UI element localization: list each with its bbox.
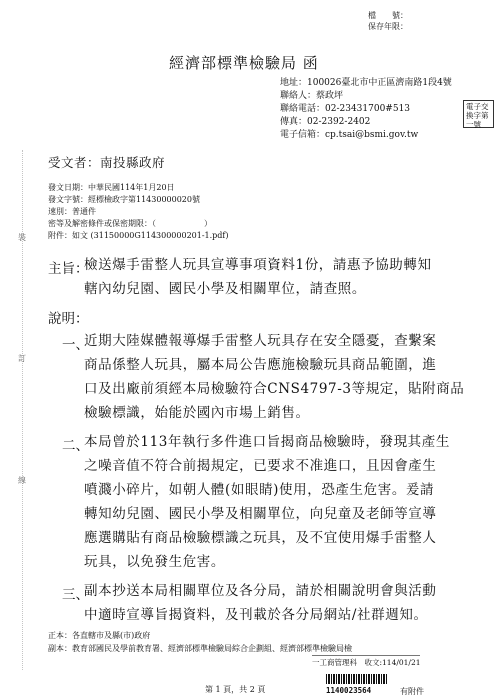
barcode xyxy=(326,674,388,684)
confidentiality: 密等及解密條件或保密期限：（ ） xyxy=(48,219,212,228)
explanation-item xyxy=(84,430,450,574)
recipient: 受文者：南投縣政府 xyxy=(48,155,166,170)
contact-address: 地址：100026臺北市中正區濟南路1段4號 xyxy=(280,78,452,88)
agency-title: 經濟部標準檢驗局 函 xyxy=(169,54,319,72)
item-line: 轉知幼兒園、國民小學及相關單位，向兒童及老師等宣導 xyxy=(84,506,437,522)
binding-line xyxy=(22,150,23,670)
electronic-exchange-seal: 電子交換字第一號 xyxy=(463,100,494,128)
item-line: 檢驗標識，始能於國內市場上銷售。 xyxy=(84,405,310,421)
explanation-label: 說明： xyxy=(48,311,89,327)
item-line: 副本抄送本局相關單位及各分局，請於相關說明會與活動 xyxy=(84,583,437,599)
item-line: 應選購貼有商品檢驗標識之玩具，及不宜使用爆手雷整人 xyxy=(84,530,437,546)
copy-recipients: 副本：教育部國民及學前教育署、經濟部標準檢驗局綜合企劃組、經濟部標準檢驗局檢 xyxy=(48,644,352,653)
margin-mark: 裝 xyxy=(18,233,26,242)
subject-line: 轄內幼兒園、國民小學及相關單位，請查照。 xyxy=(84,281,366,297)
subject-text xyxy=(84,253,444,301)
page-indicator: 第 1 頁，共 2 頁 xyxy=(205,685,266,694)
contact-email: 電子信箱：cp.tsai@bsmi.gov.tw xyxy=(280,130,419,140)
document-number: 發文字號：經標檢政字第11430000020號 xyxy=(48,195,200,204)
subject-label: 主旨： xyxy=(48,261,89,277)
attachment: 附件：如文 (31150000G114300000201-1.pdf) xyxy=(48,231,229,240)
document-serial: 1140023564 xyxy=(326,686,372,695)
item-line: 玩具，以免發生危害。 xyxy=(84,554,225,570)
subject-line: 檢送爆手雷整人玩具宣導事項資料1份，請惠予協助轉知 xyxy=(84,257,432,273)
explanation-item xyxy=(84,579,444,627)
contact-fax: 傳真：02-2392-2402 xyxy=(280,117,371,127)
item-number: 一、 xyxy=(62,337,89,353)
margin-mark: 線 xyxy=(18,476,26,485)
item-line: 口及出廠前須經本局檢驗符合CNS4797-3等規定，貼附商品 xyxy=(84,381,465,397)
item-line: 近期大陸媒體報導爆手雷整人玩具存在安全隱憂，查繫案 xyxy=(84,333,437,349)
margin-mark: 訂 xyxy=(18,354,26,363)
retention-label: 保存年限： xyxy=(368,22,408,31)
explanation-item xyxy=(84,329,465,425)
primary-recipients: 正本：各直轄市及縣(市)政府 xyxy=(48,631,151,640)
item-line: 之噪音值不符合前揭規定，已要求不准進口，且因會產生 xyxy=(84,458,437,474)
speed-class: 速別：普通件 xyxy=(48,207,96,216)
receipt-stamp: 一工商管理科 收文:114/01/21 xyxy=(312,655,420,668)
contact-person: 聯絡人：蔡政坪 xyxy=(280,91,344,101)
issue-date: 發文日期：中華民國114年1月20日 xyxy=(48,183,175,192)
attachment-note: 有附件 xyxy=(400,687,424,696)
contact-phone: 聯絡電話：02-23431700#513 xyxy=(280,104,411,114)
item-line: 噴濺小碎片，如朝人體(如眼睛)使用，恐產生危害。爰請 xyxy=(84,482,435,498)
item-number: 二、 xyxy=(62,438,89,454)
item-line: 中適時宣導旨揭資料，及刊載於各分局網站/社群週知。 xyxy=(84,607,428,623)
file-number-label: 檔 號： xyxy=(368,11,408,20)
item-line: 商品係整人玩具，屬本局公告應施檢驗玩具商品範圍，進 xyxy=(84,357,437,373)
item-number: 三、 xyxy=(62,587,89,603)
item-line: 本局曾於113年執行多件進口旨揭商品檢驗時，發現其產生 xyxy=(84,434,450,450)
